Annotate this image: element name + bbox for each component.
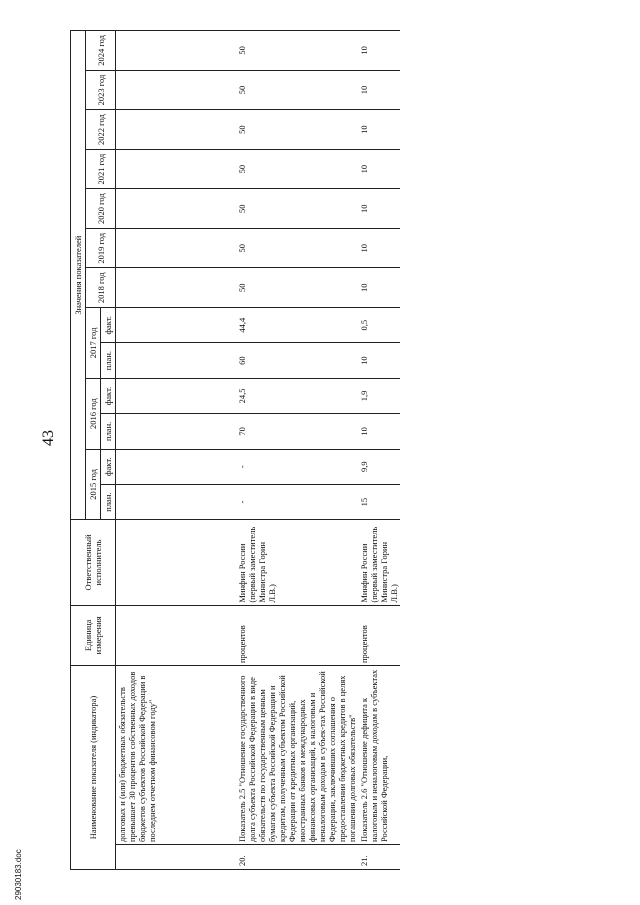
responsible-cell [116,520,237,605]
value-cell: 24,5 [236,378,358,413]
header-plan: план. [101,414,116,449]
header-fact: факт. [101,308,116,343]
value-cell: 50 [236,70,358,110]
header-fact: факт. [101,449,116,484]
footer-filename: 29030183.doc [14,849,23,900]
value-cell: 10 [358,189,400,229]
responsible-cell: Минфин России (первый заместитель Министра Горин Л.В.) [236,520,358,605]
value-cell [116,189,237,229]
header-2018: 2018 год [86,268,116,308]
value-cell: 10 [358,414,400,449]
header-plan: план. [101,484,116,519]
value-cell: 50 [236,228,358,268]
header-2024: 2024 год [86,31,116,71]
value-cell: 10 [358,110,400,150]
value-cell: - [236,484,358,519]
value-cell [116,484,237,519]
value-cell: 10 [358,70,400,110]
page-number: 43 [40,430,57,446]
header-values: Значения показателей [71,31,86,520]
indicator-name: Показатель 2.6 "Отношение дефицита к налоговым и неналоговым доходам в субъектах Российской Федерации, [358,666,400,845]
table-row [358,31,400,870]
row-number [116,845,237,870]
value-cell: 15 [358,484,400,519]
header-2020: 2020 год [86,189,116,229]
row-number: 21. [358,845,400,870]
value-cell [116,31,237,71]
indicator-table [70,30,400,870]
header-2015: 2015 год [86,449,101,520]
header-2016: 2016 год [86,378,101,449]
header-2022: 2022 год [86,110,116,150]
header-name: Наименование показателя (индикатора) [71,666,116,870]
value-cell: 50 [236,31,358,71]
value-cell [116,70,237,110]
value-cell [116,343,237,378]
value-cell: 10 [358,268,400,308]
indicator-name: Показатель 2.5 "Отношение государственного долга субъекта Российской Федерации в виде обязательств по государственным ценным бумагам субъекта Российской Федерации и кредитам, полученным субъектом Российской Федерации от кредитных организаций, иностранных банков и международных финансовых организаций, к налоговым и неналоговым доходам в субъек-тах Российской Федерации, заключивших соглашения о предоставлении бюджетных кредитов в целях погашения долговых обязательств" [236,666,358,845]
value-cell: 60 [236,343,358,378]
value-cell: 10 [358,228,400,268]
header-2023: 2023 год [86,70,116,110]
indicator-name: долговых и (или) бюджетных обязательств превышает 30 процентов собственных доходов бюджетов субъектов Российской Федерации в последнем отчетном финансовом году" [116,666,237,845]
value-cell: 44,4 [236,308,358,343]
unit-cell [116,605,237,665]
value-cell: 10 [358,343,400,378]
value-cell: 10 [358,31,400,71]
value-cell: 50 [236,149,358,189]
header-plan: план. [101,343,116,378]
value-cell: 70 [236,414,358,449]
value-cell [116,228,237,268]
value-cell [116,414,237,449]
value-cell: 1,9 [358,378,400,413]
table-row [236,31,358,870]
value-cell: 50 [236,110,358,150]
value-cell: 50 [236,189,358,229]
value-cell [116,149,237,189]
table-row [116,31,237,870]
value-cell [116,308,237,343]
unit-cell: процентов [358,605,400,665]
value-cell: 10 [358,149,400,189]
responsible-cell: Минфин России (первый заместитель Министра Горин Л.В.) [358,520,400,605]
header-2017: 2017 год [86,308,101,379]
header-2019: 2019 год [86,228,116,268]
value-cell: - [236,449,358,484]
value-cell: 9,9 [358,449,400,484]
header-2021: 2021 год [86,149,116,189]
unit-cell: процентов [236,605,358,665]
header-responsible: Ответственный исполнитель [71,520,116,605]
indicator-table-rotated [70,30,540,870]
header-fact: факт. [101,378,116,413]
value-cell [116,378,237,413]
row-number: 20. [236,845,358,870]
value-cell [116,449,237,484]
value-cell: 0,5 [358,308,400,343]
value-cell [116,268,237,308]
value-cell [116,110,237,150]
value-cell: 50 [236,268,358,308]
header-unit: Единица измерения [71,605,116,665]
